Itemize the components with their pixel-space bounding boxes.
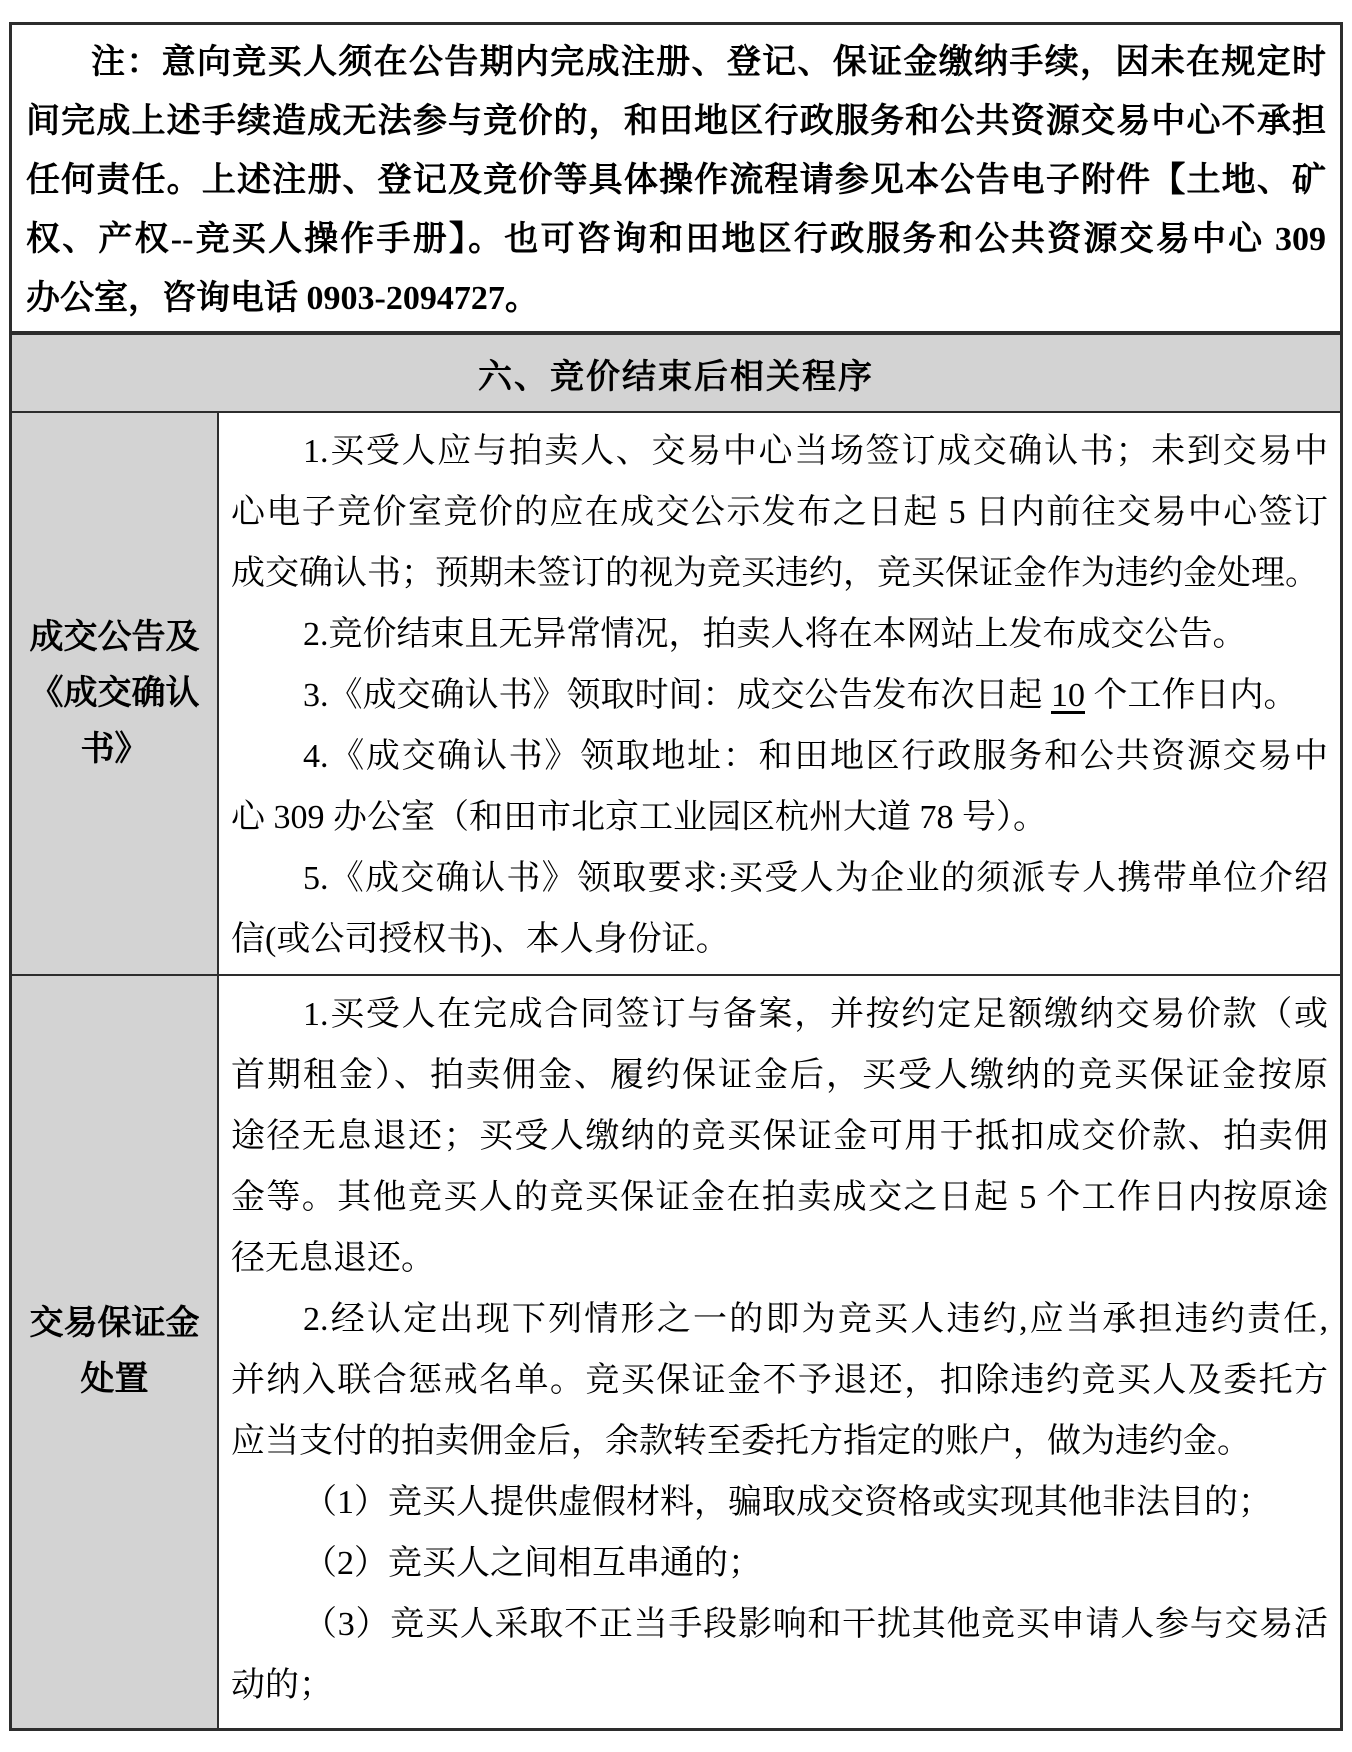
table-row bbox=[12, 976, 1340, 1728]
text-line: 并纳入联合惩戒名单。竞买保证金不予退还，扣除违约竞买人及委托方 bbox=[231, 1362, 1328, 1399]
text-line: （1）竞买人提供虚假材料，骗取成交资格或实现其他非法目的； bbox=[303, 1484, 1272, 1521]
row-content-cell bbox=[219, 976, 1340, 1728]
text-line bbox=[231, 665, 1328, 726]
text-line: 心 309 办公室（和田市北京工业园区杭州大道 78 号）。 bbox=[231, 799, 1047, 836]
row-label-line: 《成交确认 bbox=[29, 674, 200, 712]
text-line: 途径无息退还；买受人缴纳的竞买保证金可用于抵扣成交价款、拍卖佣 bbox=[231, 1118, 1328, 1155]
text-line: 1.买受人在完成合同签订与备案，并按约定足额缴纳交易价款（或 bbox=[303, 996, 1328, 1033]
row-label-line: 成交公告及 bbox=[29, 618, 200, 656]
text-line: 金等。其他竞买人的竞买保证金在拍卖成交之日起 5 个工作日内按原途 bbox=[231, 1179, 1328, 1216]
text-segment: 3.《成交确认书》领取时间：成交公告发布次日起 bbox=[303, 677, 1051, 714]
underlined-value: 10 bbox=[1051, 677, 1085, 714]
text-line: 成交确认书；预期未签订的视为竞买违约，竞买保证金作为违约金处理。 bbox=[231, 555, 1319, 592]
text-line: 办公室，咨询电话 0903-2094727。 bbox=[26, 280, 539, 317]
text-line: 信(或公司授权书)、本人身份证。 bbox=[231, 921, 730, 958]
notice-table bbox=[9, 22, 1343, 1731]
text-line: 应当支付的拍卖佣金后，余款转至委托方指定的账户，做为违约金。 bbox=[231, 1423, 1251, 1460]
table-row bbox=[12, 413, 1340, 976]
text-line: 心电子竞价室竞价的应在成交公示发布之日起 5 日内前往交易中心签订 bbox=[231, 494, 1328, 531]
row-content-cell bbox=[219, 413, 1340, 974]
text-line: 注：意向竞买人须在公告期内完成注册、登记、保证金缴纳手续，因未在规定时 bbox=[91, 44, 1326, 81]
section-header-row bbox=[12, 335, 1340, 413]
table-body bbox=[12, 413, 1340, 1728]
note-section bbox=[12, 25, 1340, 335]
row-label-cell bbox=[12, 976, 219, 1728]
text-line: 任何责任。上述注册、登记及竞价等具体操作流程请参见本公告电子附件【土地、矿 bbox=[26, 162, 1326, 199]
text-line: 径无息退还。 bbox=[231, 1240, 435, 1277]
text-line: （2）竞买人之间相互串通的； bbox=[303, 1545, 762, 1582]
text-line: 2.竞价结束且无异常情况，拍卖人将在本网站上发布成交公告。 bbox=[303, 616, 1247, 653]
text-line: 1.买受人应与拍卖人、交易中心当场签订成交确认书；未到交易中 bbox=[303, 433, 1328, 470]
row-label-line: 书》 bbox=[80, 730, 149, 768]
row-label-line: 交易保证金 bbox=[29, 1305, 200, 1342]
text-line: 动的； bbox=[231, 1667, 333, 1704]
text-segment: 个工作日内。 bbox=[1085, 677, 1298, 714]
text-line: 5.《成交确认书》领取要求:买受人为企业的须派专人携带单位介绍 bbox=[303, 860, 1328, 897]
text-line: （3）竞买人采取不正当手段影响和干扰其他竞买申请人参与交易活 bbox=[303, 1606, 1328, 1643]
row-label-line: 处置 bbox=[80, 1361, 149, 1398]
text-line: 权、产权--竞买人操作手册】。也可咨询和田地区行政服务和公共资源交易中心 309 bbox=[26, 221, 1326, 258]
row-label-cell bbox=[12, 413, 219, 974]
text-line: 首期租金）、拍卖佣金、履约保证金后，买受人缴纳的竞买保证金按原 bbox=[231, 1057, 1328, 1094]
text-line: 4.《成交确认书》领取地址：和田地区行政服务和公共资源交易中 bbox=[303, 738, 1328, 775]
text-line: 2.经认定出现下列情形之一的即为竞买人违约,应当承担违约责任, bbox=[303, 1301, 1328, 1338]
text-line: 间完成上述手续造成无法参与竞价的，和田地区行政服务和公共资源交易中心不承担 bbox=[26, 103, 1326, 140]
section-header-title: 六、竞价结束后相关程序 bbox=[478, 358, 874, 396]
